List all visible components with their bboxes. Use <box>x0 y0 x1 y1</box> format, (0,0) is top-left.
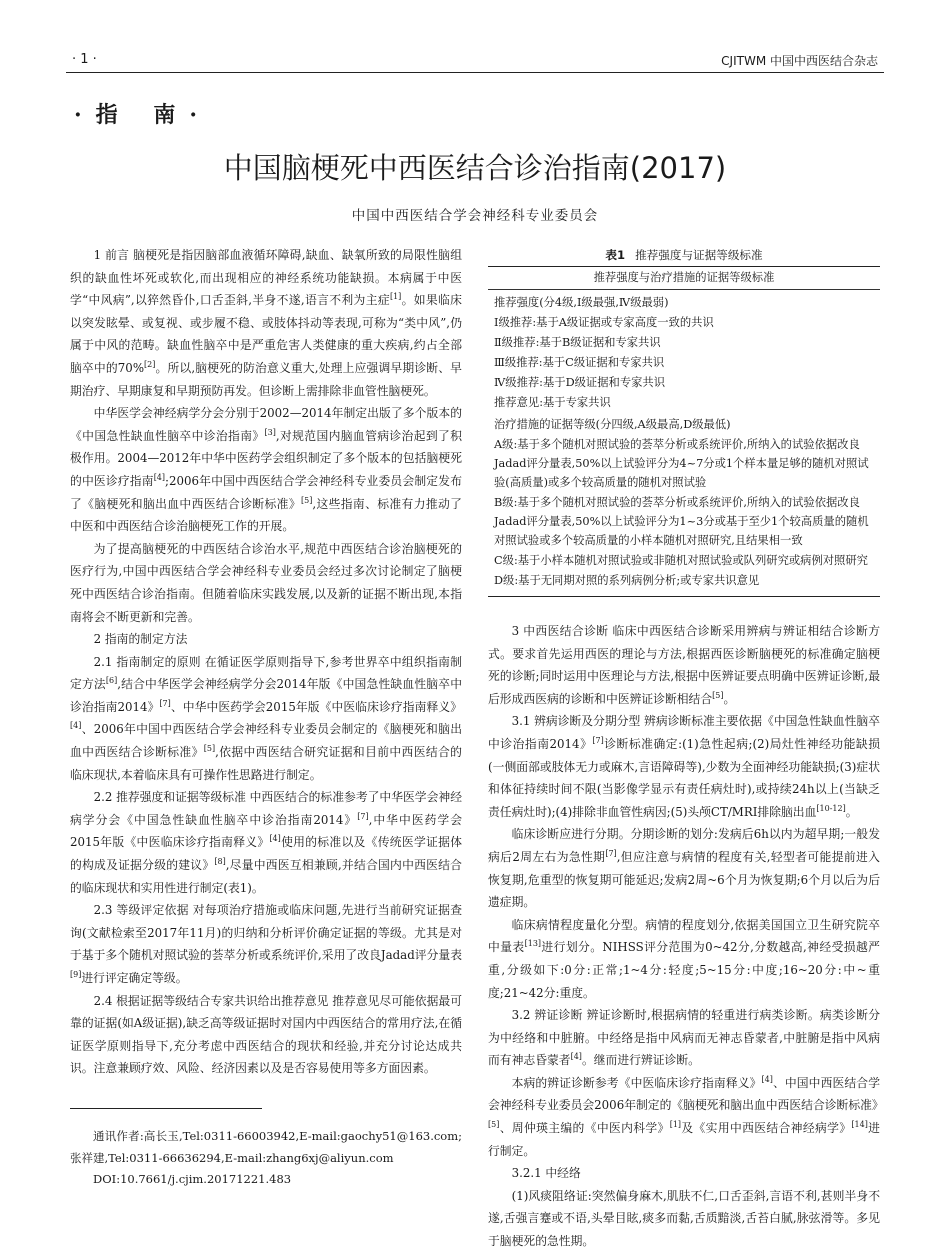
citation-marker: [1] <box>669 1120 682 1130</box>
citation-marker: [14] <box>851 1120 868 1130</box>
citation-marker: [4] <box>269 834 281 844</box>
table-caption <box>488 246 880 264</box>
table-bottom-rule <box>488 596 880 597</box>
table-row: Ⅲ级推荐:基于C级证据和专家共识 <box>494 355 665 369</box>
citation-marker: [10-12] <box>816 803 846 813</box>
citation-marker: [8] <box>214 857 226 867</box>
table-row: Ⅳ级推荐:基于D级证据和专家共识 <box>494 375 666 389</box>
citation-marker: [5] <box>301 495 313 505</box>
subheading-3-2-1: 3.2.1 中经络 <box>511 1166 581 1181</box>
table-row: 推荐意见:基于专家共识 <box>494 395 611 409</box>
paragraph-purpose: 为了提高脑梗死的中西医结合诊治水平,规范中西医结合诊治脑梗死的医疗行为,中国中西医结合学会神经科专业委员会经过多次讨论制定了脑梗死中西医结合诊治指南。但随着临床实践发展,以及新的证据不断出现,本指南将会不断更新和完善。 <box>70 541 462 624</box>
table-row: D级:基于无同期对照的系列病例分析;或专家共识意见 <box>494 573 760 587</box>
section-tag: ·指 南· <box>74 102 211 128</box>
footnote <box>70 1126 462 1191</box>
citation-marker: [2] <box>144 360 156 370</box>
table-row: B级:基于多个随机对照试验的荟萃分析或系统评价,所纳入的试验依据改良Jadad评分量表,50%以上试验评分为1~3分或基于至少1个较高质量的随机对照试验或多个较高质量的小样本随机对照研究,且结果相一致 <box>494 496 869 547</box>
paragraph-2-3: 2.3 等级评定依据 对每项治疗措施或临床问题,先进行当前研究证据查询(文献检索至2017年11月)的归纳和分析评价确定证据的等级。尤其是对于基于多个随机对照试验的荟萃分析或系统评价,采用了改良Jadad评分量表[9]进行评定确定等级。 <box>70 903 462 985</box>
page-number: · 1 · <box>72 52 97 67</box>
paragraph-3-1: 3.1 辨病诊断及分期分型 辨病诊断标准主要依据《中国急性缺血性脑卒中诊治指南2014》[7]诊断标准确定:(1)急性起病;(2)局灶性神经功能缺损(一侧面部或肢体无力或麻木,言语障碍等),少数为全面神经功能缺损;(3)症状和体征持续时间不限(当影像学显示有责任病灶时),或持续24h以上(当缺乏责任病灶时);(4)排除非血管性病因;(5)头颅CT/MRI排除脑出血[10-12]。 <box>488 714 880 819</box>
citation-marker: [4] <box>570 1052 582 1062</box>
table-1 <box>488 246 880 597</box>
section-heading-methods: 2 指南的制定方法 <box>93 632 188 647</box>
journal-name: CJITWM 中国中西医结合杂志 <box>721 54 878 68</box>
right-column <box>488 620 884 1253</box>
paragraph-severity: 临床病情程度量化分型。病情的程度划分,依据美国国立卫生研究院卒中量表[13]进行划分。NIHSS评分范围为0~42分,分数越高,神经受损越严重,分级如下:0分:正常;1~4分:轻度;5~15分:中度;16~20分:中~重度;21~42分:重度。 <box>488 917 880 1000</box>
citation-marker: [5] <box>712 690 724 700</box>
header-rule <box>66 72 884 73</box>
table-caption-text: 推荐强度与证据等级标准 <box>635 248 763 262</box>
paragraph-staging: 临床诊断应进行分期。分期诊断的划分:发病后6h以内为超早期;一般发病后2周左右为急性期[7],但应注意与病情的程度有关,轻型者可能提前进入恢复期,危重型的恢复期可能延迟;发病2周~6个月为恢复期;6个月以后为后遗症期。 <box>488 827 880 910</box>
footnote-correspondence: 通讯作者:高长玉,Tel:0311-66003942,E-mail:gaochy51@163.com;张祥建,Tel:0311-66636294,E-mail:zhang6xj@aliyun.com <box>70 1129 462 1165</box>
citation-marker: [5] <box>488 1120 500 1130</box>
citation-marker: [13] <box>524 939 542 949</box>
paragraph-wind-phlegm: (1)风痰阻络证:突然偏身麻木,肌肤不仁,口舌歪斜,言语不利,甚则半身不遂,舌强言蹇或不语,头晕目眩,痰多而黏,舌质黯淡,舌苔白腻,脉弦滑等。多见于脑梗死的急性期。 <box>488 1188 880 1249</box>
table-row: Ⅱ级推荐:基于B级证据和专家共识 <box>494 335 661 349</box>
citation-marker: [4] <box>70 721 82 731</box>
paragraph-3-2: 3.2 辨证诊断 辨证诊断时,根据病情的轻重进行病类诊断。病类诊断分为中经络和中脏腑。中经络是指中风病而无神志昏蒙者,中脏腑是指中风病而有神志昏蒙者[4]。继而进行辨证诊断。 <box>488 1008 880 1068</box>
table-body <box>488 290 880 594</box>
article-authors: 中国中西医结合学会神经科专业委员会 <box>351 208 599 224</box>
citation-marker: [9] <box>70 970 82 980</box>
citation-marker: [6] <box>105 676 118 686</box>
paragraph-intro: 1 前言 脑梗死是指因脑部血液循环障碍,缺血、缺氧所致的局限性脑组织的缺血性坏死或软化,而出现相应的神经系统功能缺损。本病属于中医学“中风病”,以猝然昏仆,口舌歪斜,半身不遂,语言不利为主症[1]。如果临床以突发眩晕、或复视、或步履不稳、或肢体抖动等表现,可称为“类中风”,仍属于中风的范畴。缺血性脑卒中是严重危害人类健康的重大疾病,约占全部脑卒中的70%[2]。所以,脑梗死的防治意义重大,处理上应强调早期诊断、早期治疗、早期康复和早期预防再发。但诊断上需排除非血管性脑梗死。 <box>70 248 462 398</box>
paragraph-2-4: 2.4 根据证据等级结合专家共识给出推荐意见 推荐意见尽可能依据最可靠的证据(如A级证据),缺乏高等级证据时对国内中西医结合的常用疗法,在循证医学原则指导下,充分考虑中西医结合的现状和经验,并充分讨论达成共识。注意兼顾疗效、风险、经济因素以及是否容易使用等多方面因素。 <box>70 993 462 1076</box>
table-caption-number: 表1 <box>605 248 626 262</box>
paragraph-syndrome-refs: 本病的辨证诊断参考《中医临床诊疗指南释义》[4]、中国中西医结合学会神经科专业委员会2006年制定的《脑梗死和脑出血中西医结合诊断标准》[5]、周仲瑛主编的《中医内科学》[1]及《实用中西医结合神经病学》[14]进行制定。 <box>488 1074 884 1158</box>
citation-marker: [7] <box>357 811 369 821</box>
footnote-doi: DOI:10.7661/j.cjim.20171221.483 <box>93 1172 292 1186</box>
paragraph-3: 3 中西医结合诊断 临床中西医结合诊断采用辨病与辨证相结合诊断方式。要求首先运用西医的理论与方法,根据西医诊断脑梗死的标准确定脑梗死的诊断;同时运用中医理论与方法,根据中医辨证要点明确中医辨证诊断,最后形成西医病的诊断和中医辨证诊断相结合[5]。 <box>488 624 880 706</box>
table-row: 治疗措施的证据等级(分四级,A级最高,D级最低) <box>494 418 731 432</box>
citation-marker: [4] <box>153 473 166 483</box>
citation-marker: [4] <box>761 1074 773 1084</box>
citation-marker: [7] <box>605 849 617 859</box>
citation-marker: [7] <box>592 736 604 746</box>
table-row: 推荐强度(分4级,Ⅰ级最强,Ⅳ级最弱) <box>494 296 669 309</box>
citation-marker: [1] <box>389 292 402 302</box>
table-row: C级:基于小样本随机对照试验或非随机对照试验或队列研究或病例对照研究 <box>494 553 868 567</box>
table-header: 推荐强度与治疗措施的证据等级标准 <box>593 271 775 284</box>
citation-marker: [3] <box>264 427 276 437</box>
citation-marker: [5] <box>203 744 216 754</box>
paragraph-2-2: 2.2 推荐强度和证据等级标准 中西医结合的标准参考了中华医学会神经病学分会《中国急性缺血性脑卒中诊治指南2014》[7],中华中医药学会2015年版《中医临床诊疗指南释义》[4]使用的标准以及《传统医学证据体的构成及证据分级的建议》[8],尽量中西医互相兼顾,并结合国内中西医结合的临床现状和实用性进行制定(表1)。 <box>70 790 462 895</box>
left-column <box>70 244 462 1080</box>
paragraph-history: 中华医学会神经病学分会分别于2002—2014年制定出版了多个版本的《中国急性缺血性脑卒中诊治指南》[3],对规范国内脑血管病诊治起到了积极作用。2004—2012年中华中医药学会组织制定了多个版本的包括脑梗死的中医诊疗指南[4];2006年中国中西医结合学会神经科专业委员会制定发布了《脑梗死和脑出血中西医结合诊断标准》[5],这些指南、标准有力推动了中医和中西医结合诊治脑梗死工作的开展。 <box>70 406 462 534</box>
table-row: A级:基于多个随机对照试验的荟萃分析或系统评价,所纳入的试验依据改良Jadad评分量表,50%以上试验评分为4~7分或1个样本量足够的随机对照试验(高质量)或多个较高质量的随机对照试验 <box>494 438 869 490</box>
table-row: Ⅰ级推荐:基于A级证据或专家高度一致的共识 <box>494 315 714 329</box>
article-title: 中国脑梗死中西医结合诊治指南(2017) <box>223 151 727 185</box>
citation-marker: [7] <box>159 698 171 708</box>
paragraph-2-1: 2.1 指南制定的原则 在循证医学原则指导下,参考世界卒中组织指南制定方法[6],结合中华医学会神经病学分会2014年版《中国急性缺血性脑卒中诊治指南2014》[7]、中华中医药学会2015年版《中医临床诊疗指南释义》[4]、2006年中国中西医结合学会神经科专业委员会制定的《脑梗死和脑出血中西医结合诊断标准》[5],依据中西医结合研究证据和目前中西医结合的临床现状,本着临床具有可操作性思路进行制定。 <box>70 654 462 782</box>
footnote-rule <box>70 1108 262 1109</box>
